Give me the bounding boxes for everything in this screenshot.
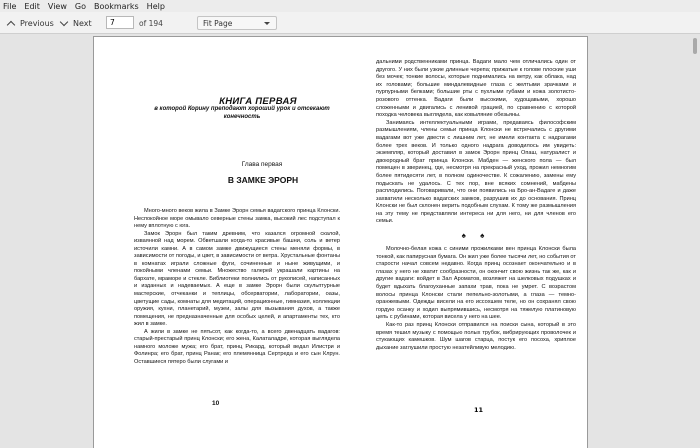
menu-file[interactable]: File — [3, 1, 17, 11]
page-total-label: of 194 — [139, 19, 163, 28]
subtitle-line-1: в которой Корину преподают хороший урок и отсекают — [154, 106, 330, 112]
page-spread — [94, 37, 587, 448]
menu-bookmarks[interactable]: Bookmarks — [93, 1, 139, 11]
paragraph: Много-много веков жила в Замке Эрорн семья вадагского принца Клонски. Неспокойное море омывало северные стены замка, высокий лес подступал к нему вплотную с юга. — [134, 208, 340, 230]
left-page — [94, 37, 340, 448]
chapter-title: В ЗАМКЕ ЭРОРН — [227, 175, 299, 185]
paragraph: Как-то раз принц Клонски отправился на поиски сына, который в это время тешил музыку с помощью полых трубок, вибрирующих проволочек и стукающих камешков. Шум шагов старца, постук его посоха, хриплое дыхание заглушили простую незатейливую мелодию. — [376, 322, 576, 351]
paragraph: Замок Эрорн был таким древним, что казался огромной скалой, изваянной над морем. Обветшали когда-то красивые башни, соль и ветер источили камни. А в самом замке движущиеся стены меняли формы, в зависимости от погоды, и цвет, в зависимости от ветра. Хрустальные фонтаны в комнатах играли сложные фуги, сочиненные и ныне живущими, и покойными членами семьи. Множество галерей украшали картины на бархате, мраморе и стекле. Библиотеки полнились от рукописей, написанных и изданных и надеваемых. А еще в замке Эрорн были скульптурные мастерские, отчеканки и теплицы, обсерватории, лаборатории, оазы, цветущие сады, комнаты для медитаций, операционные, гимназия, коллекции оружия, кухни, планетарий, музеи, залы для вызывания духов, а также помещения, не предназначенные для особых целей, и апартаменты тех, кто жил в замке. — [134, 230, 340, 328]
document-viewport[interactable] — [0, 35, 700, 448]
menu-bar — [0, 0, 700, 12]
next-button[interactable] — [61, 16, 92, 30]
book-subtitle — [147, 105, 337, 121]
subtitle-line-2: конечность — [223, 114, 261, 120]
chevron-down-icon — [60, 17, 68, 25]
chapter-number: Глава первая — [241, 161, 283, 168]
paragraph: Молочно-белая кожа с синими прожилками вен принца Клонски была тонкой, как папирусная бумага. Он жил уже более тысячи лет, но события от старости начал совсем недавно. Когда принц осознает окончательно и в глазах у него не хватит сообразности, он окончит свою жизнь так же, как и другие вадаги: войдет в Зал Ароматов, возляжет на шелковых подушках и будет вдыхать благоуханные запахи трав, пока не умрет. С возрастом волосы принца Клонски стали пепельно-золотыми, а глаза — темно-оранжевыми. Одежды висели на его иссохшем теле, но он сохранял свою гордую осанку и ходил выпрямившись, несмотря на тяжелую платиновую цепь с рубинами, которая висела у него на шее. — [376, 246, 576, 321]
previous-button[interactable] — [8, 16, 54, 30]
paragraph: Занимаясь интеллектуальными играми, предаваясь философским размышлениям, члены семьи принца Клонски не встречались с другими вадагами вот уже двести с лишним лет, не имели контакта с надрагами более трех веков. И только одного надрага доводилось им увидеть: экземпляр, который доставил в замок Эрорн принц Опаш, натуралист и двоюродный брат принца Клонски. Мабден — женского пола — был помещен в зверинец, где, несмотря на прекрасный уход, прожил немногим более пятидесяти лет, в полном одиночестве. К сожалению, замены ему подыскать не удалось. С тех пор, вне всяких сомнений, мабдены расплодились. Поговаривали, что они появились на Бро-ан-Вадаге и даже захватили несколько вадагских замков, разрушив их до основания. Принц Клонски не был склонен верить подобным слухам. К тому же размышления на эту тему не представляли интереса ни для него, ни для членов его семьи. — [376, 119, 576, 225]
zoom-select[interactable] — [197, 16, 277, 30]
left-page-number: 10 — [212, 400, 220, 407]
previous-label: Previous — [20, 18, 54, 28]
page-number-input[interactable] — [106, 16, 134, 29]
dropdown-caret-icon — [264, 22, 270, 25]
zoom-value: Fit Page — [203, 18, 233, 28]
next-label: Next — [73, 18, 92, 28]
paragraph: дальними родственниками принца. Вадаги мало чем отличались один от другого. У них были узкие длинные черепа; прижатые к голове плоские уши без мочек; тонкие волосы, которые поднимались на ветру, как облака, над их головами; большие миндалевидные глаза с желтыми зрачками и пурпурными белками; большие рты с пухлыми губами и кожа золотисто-розового оттенка. Вадаги были высокими, худощавыми, хорошо сложенными и двигались с ленивой грацией, по сравнению с которой походка человека выглядела, как ковыляние обезьяны. — [376, 59, 576, 119]
chevron-up-icon — [7, 20, 15, 28]
menu-help[interactable]: Help — [146, 1, 165, 11]
menu-edit[interactable]: Edit — [24, 1, 40, 11]
right-page-number: 11 — [474, 406, 484, 414]
book-title: КНИГА ПЕРВАЯ — [219, 96, 297, 107]
section-ornament: ♠ ♠ — [461, 231, 491, 241]
vertical-scrollbar[interactable] — [693, 38, 697, 54]
paragraph: А жили в замке не пятьсот, как когда-то, а всего двенадцать вадагов: старый-престарый принц Клонски; его жена, Калаталадре, которая выглядела намного моложе мужа; его брат, принц Рикард, который ведал Илистри и Фолинра; его брат, принц Ранак; его племянница Сертреда и его сын Клрун. Оставшиеся пятеро были слугами и — [134, 328, 340, 365]
left-page-text — [134, 208, 340, 366]
menu-view[interactable]: View — [47, 1, 67, 11]
menu-go[interactable]: Go — [74, 1, 86, 11]
right-page-text — [376, 59, 576, 352]
toolbar — [0, 12, 700, 34]
